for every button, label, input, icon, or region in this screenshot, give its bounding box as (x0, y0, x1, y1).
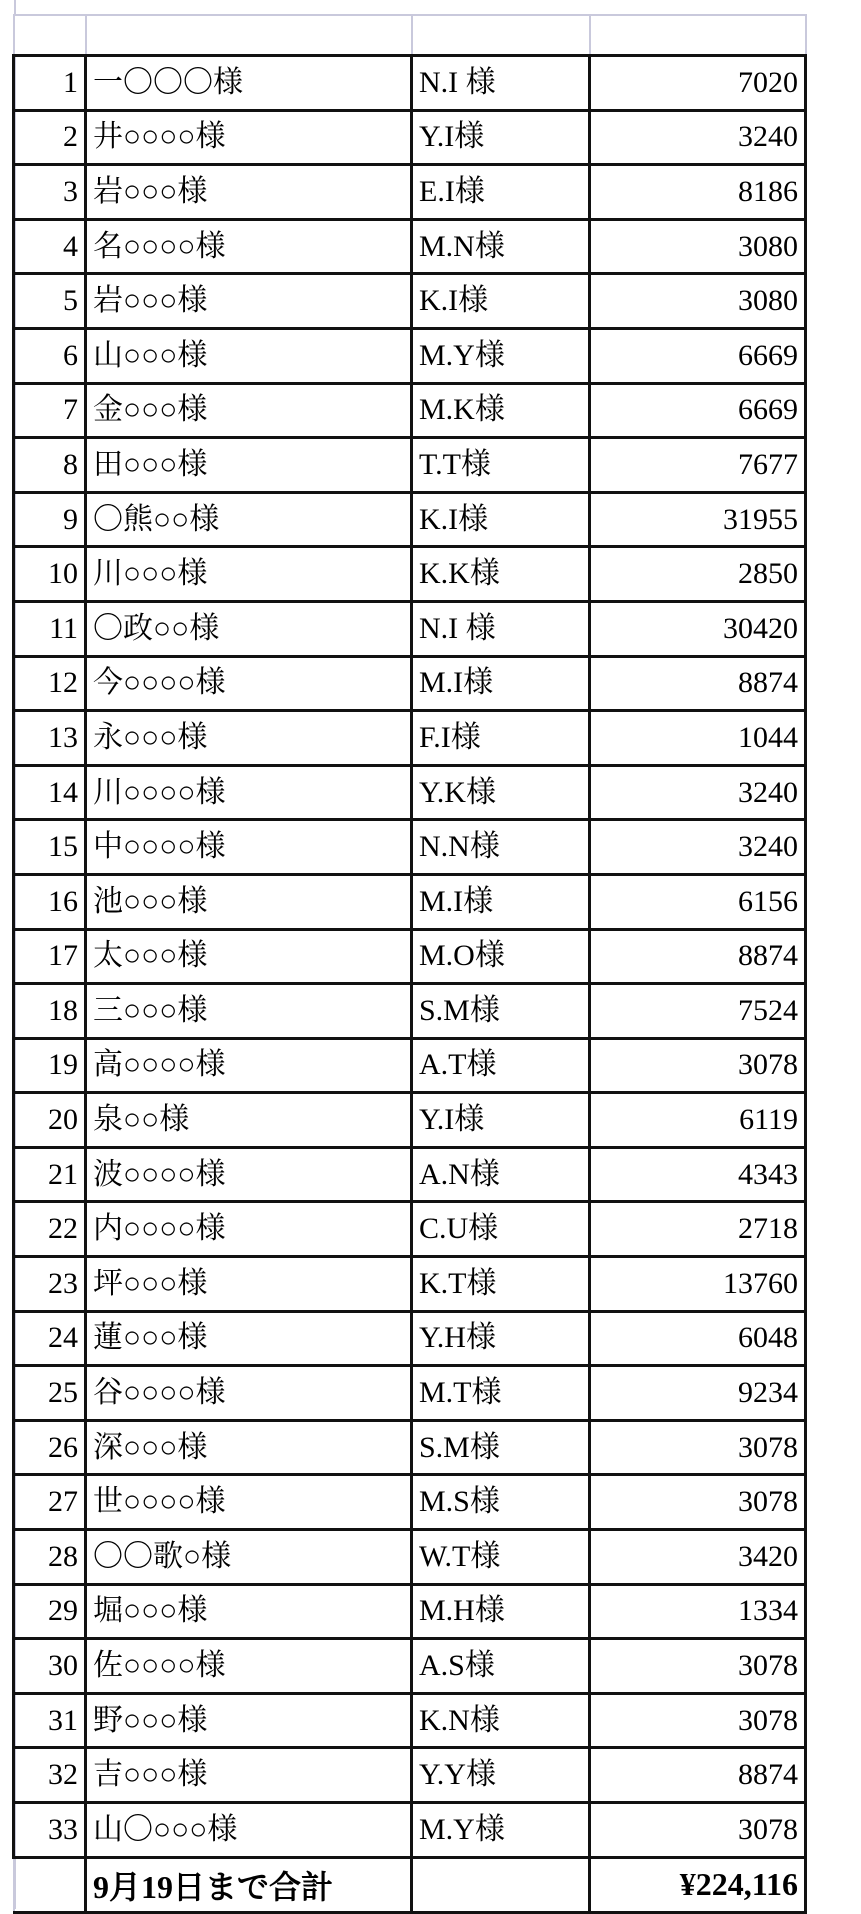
table-row (14, 1639, 806, 1694)
amount-cell[interactable]: 6156 (590, 874, 806, 929)
amount-cell[interactable]: 7524 (590, 984, 806, 1039)
row-number-cell[interactable]: 12 (14, 656, 86, 711)
name-cell[interactable]: 金○○○様 (86, 383, 412, 438)
initials-cell[interactable]: M.H様 (412, 1584, 590, 1639)
row-number-cell[interactable]: 19 (14, 1038, 86, 1093)
initials-cell[interactable]: S.M様 (412, 1420, 590, 1475)
row-number-cell[interactable]: 16 (14, 874, 86, 929)
name-cell[interactable]: 田○○○様 (86, 438, 412, 493)
table-row (14, 328, 806, 383)
amount-cell[interactable]: 6669 (590, 383, 806, 438)
name-cell[interactable]: 〇〇歌○様 (86, 1530, 412, 1585)
initials-cell[interactable]: K.K様 (412, 547, 590, 602)
row-number-cell[interactable]: 28 (14, 1530, 86, 1585)
row-number-cell[interactable]: 24 (14, 1311, 86, 1366)
table-row (14, 547, 806, 602)
amount-cell[interactable]: 3078 (590, 1038, 806, 1093)
amount-cell[interactable]: 8874 (590, 929, 806, 984)
amount-cell[interactable]: 6048 (590, 1311, 806, 1366)
amount-cell[interactable]: 6669 (590, 328, 806, 383)
amount-cell[interactable]: 6119 (590, 1093, 806, 1148)
amount-cell[interactable]: 8186 (590, 165, 806, 220)
initials-cell[interactable]: M.Y様 (412, 1803, 590, 1858)
row-number-cell[interactable]: 5 (14, 274, 86, 329)
name-cell[interactable]: 谷○○○○様 (86, 1366, 412, 1421)
name-cell[interactable]: 蓮○○○様 (86, 1311, 412, 1366)
initials-cell[interactable]: M.I様 (412, 656, 590, 711)
table-row (14, 492, 806, 547)
initials-cell[interactable]: T.T様 (412, 438, 590, 493)
name-cell[interactable]: 佐○○○○様 (86, 1639, 412, 1694)
amount-cell[interactable]: 7020 (590, 56, 806, 111)
total-row (14, 1857, 806, 1912)
initials-cell[interactable]: Y.Y様 (412, 1748, 590, 1803)
initials-cell[interactable]: Y.K様 (412, 765, 590, 820)
initials-cell[interactable]: S.M様 (412, 984, 590, 1039)
row-number-cell[interactable]: 15 (14, 820, 86, 875)
table-row (14, 1311, 806, 1366)
amount-cell[interactable]: 3240 (590, 110, 806, 165)
row-number-cell[interactable]: 3 (14, 165, 86, 220)
amount-cell[interactable]: 8874 (590, 656, 806, 711)
table-row (14, 874, 806, 929)
initials-cell[interactable]: K.T様 (412, 1257, 590, 1312)
row-number-cell[interactable]: 23 (14, 1257, 86, 1312)
table-row (14, 1530, 806, 1585)
name-cell[interactable]: 波○○○○様 (86, 1147, 412, 1202)
total-label[interactable]: 9月19日まで合計 (86, 1857, 412, 1912)
row-number-cell[interactable]: 32 (14, 1748, 86, 1803)
table-row (14, 1038, 806, 1093)
row-number-cell[interactable]: 9 (14, 492, 86, 547)
name-cell[interactable]: 〇熊○○様 (86, 492, 412, 547)
table-row (14, 984, 806, 1039)
table-row (14, 56, 806, 111)
table-row (14, 1147, 806, 1202)
donation-table (12, 14, 807, 1914)
initials-cell[interactable]: M.I様 (412, 874, 590, 929)
table-row (14, 711, 806, 766)
amount-cell[interactable]: 3078 (590, 1420, 806, 1475)
amount-cell[interactable]: 3240 (590, 820, 806, 875)
row-number-cell[interactable]: 22 (14, 1202, 86, 1257)
initials-cell[interactable]: A.S様 (412, 1639, 590, 1694)
name-cell[interactable]: 深○○○様 (86, 1420, 412, 1475)
row-number-cell[interactable]: 14 (14, 765, 86, 820)
name-cell[interactable]: 岩○○○様 (86, 165, 412, 220)
name-cell[interactable]: 高○○○○様 (86, 1038, 412, 1093)
amount-cell[interactable]: 9234 (590, 1366, 806, 1421)
amount-cell[interactable]: 3420 (590, 1530, 806, 1585)
header-cell-initials[interactable] (412, 15, 590, 56)
amount-cell[interactable]: 4343 (590, 1147, 806, 1202)
name-cell[interactable]: 堀○○○様 (86, 1584, 412, 1639)
initials-cell[interactable]: N.N様 (412, 820, 590, 875)
amount-cell[interactable]: 8874 (590, 1748, 806, 1803)
initials-cell[interactable]: M.T様 (412, 1366, 590, 1421)
row-number-cell[interactable]: 30 (14, 1639, 86, 1694)
name-cell[interactable]: 川○○○様 (86, 547, 412, 602)
table-row (14, 601, 806, 656)
table-row (14, 274, 806, 329)
name-cell[interactable]: 坪○○○様 (86, 1257, 412, 1312)
name-cell[interactable]: 太○○○様 (86, 929, 412, 984)
name-cell[interactable]: 吉○○○様 (86, 1748, 412, 1803)
row-number-cell[interactable]: 33 (14, 1803, 86, 1858)
table-row (14, 1475, 806, 1530)
amount-cell[interactable]: 30420 (590, 601, 806, 656)
row-number-cell[interactable]: 26 (14, 1420, 86, 1475)
initials-cell[interactable]: Y.I様 (412, 1093, 590, 1148)
table-body (14, 15, 806, 1857)
amount-cell[interactable]: 7677 (590, 438, 806, 493)
initials-cell[interactable]: K.I様 (412, 492, 590, 547)
name-cell[interactable]: 名○○○○様 (86, 219, 412, 274)
amount-cell[interactable]: 13760 (590, 1257, 806, 1312)
total-amount[interactable]: ¥224,116 (590, 1857, 806, 1912)
row-number-cell[interactable]: 4 (14, 219, 86, 274)
amount-cell[interactable]: 1334 (590, 1584, 806, 1639)
row-number-cell[interactable]: 2 (14, 110, 86, 165)
row-number-cell[interactable]: 20 (14, 1093, 86, 1148)
name-cell[interactable]: 世○○○○様 (86, 1475, 412, 1530)
initials-cell[interactable]: C.U様 (412, 1202, 590, 1257)
table-row (14, 1257, 806, 1312)
table-row (14, 219, 806, 274)
name-cell[interactable]: 山○○○様 (86, 328, 412, 383)
initials-cell[interactable]: N.I 様 (412, 56, 590, 111)
table-row (14, 1693, 806, 1748)
total-empty-cell[interactable] (14, 1857, 86, 1912)
initials-cell[interactable]: M.N様 (412, 219, 590, 274)
table-row (14, 656, 806, 711)
table-row (14, 1366, 806, 1421)
name-cell[interactable]: 今○○○○様 (86, 656, 412, 711)
amount-cell[interactable]: 3080 (590, 274, 806, 329)
amount-cell[interactable]: 3078 (590, 1693, 806, 1748)
name-cell[interactable]: 池○○○様 (86, 874, 412, 929)
initials-cell[interactable]: M.K様 (412, 383, 590, 438)
name-cell[interactable]: 川○○○○様 (86, 765, 412, 820)
header-cell-no[interactable] (14, 15, 86, 56)
amount-cell[interactable]: 3078 (590, 1639, 806, 1694)
row-number-cell[interactable]: 1 (14, 56, 86, 111)
initials-cell[interactable]: Y.H様 (412, 1311, 590, 1366)
header-cell-amount[interactable] (590, 15, 806, 56)
name-cell[interactable]: 泉○○様 (86, 1093, 412, 1148)
row-number-cell[interactable]: 17 (14, 929, 86, 984)
name-cell[interactable]: 永○○○様 (86, 711, 412, 766)
table-row (14, 438, 806, 493)
row-number-cell[interactable]: 29 (14, 1584, 86, 1639)
row-number-cell[interactable]: 11 (14, 601, 86, 656)
name-cell[interactable]: 井○○○○様 (86, 110, 412, 165)
amount-cell[interactable]: 3240 (590, 765, 806, 820)
name-cell[interactable]: 三○○○様 (86, 984, 412, 1039)
row-number-cell[interactable]: 7 (14, 383, 86, 438)
name-cell[interactable]: 野○○○様 (86, 1693, 412, 1748)
total-empty-cell-2[interactable] (412, 1857, 590, 1912)
table-row (14, 765, 806, 820)
amount-cell[interactable]: 2718 (590, 1202, 806, 1257)
name-cell[interactable]: 内○○○○様 (86, 1202, 412, 1257)
table-row (14, 1584, 806, 1639)
initials-cell[interactable]: W.T様 (412, 1530, 590, 1585)
initials-cell[interactable]: Y.I様 (412, 110, 590, 165)
row-number-cell[interactable]: 31 (14, 1693, 86, 1748)
initials-cell[interactable]: K.N様 (412, 1693, 590, 1748)
table-row (14, 1093, 806, 1148)
row-number-cell[interactable]: 8 (14, 438, 86, 493)
amount-cell[interactable]: 3078 (590, 1803, 806, 1858)
row-number-cell[interactable]: 21 (14, 1147, 86, 1202)
row-number-cell[interactable]: 6 (14, 328, 86, 383)
amount-cell[interactable]: 3080 (590, 219, 806, 274)
initials-cell[interactable]: M.O様 (412, 929, 590, 984)
table-row (14, 383, 806, 438)
amount-cell[interactable]: 2850 (590, 547, 806, 602)
table-row (14, 929, 806, 984)
table-row (14, 1748, 806, 1803)
table-row (14, 1803, 806, 1858)
table-row (14, 820, 806, 875)
row-number-cell[interactable]: 27 (14, 1475, 86, 1530)
name-cell[interactable]: 中○○○○様 (86, 820, 412, 875)
table-row (14, 165, 806, 220)
row-number-cell[interactable]: 13 (14, 711, 86, 766)
header-row (14, 15, 806, 56)
initials-cell[interactable]: E.I様 (412, 165, 590, 220)
amount-cell[interactable]: 31955 (590, 492, 806, 547)
initials-cell[interactable]: K.I様 (412, 274, 590, 329)
initials-cell[interactable]: A.N様 (412, 1147, 590, 1202)
name-cell[interactable]: 山〇○○○様 (86, 1803, 412, 1858)
amount-cell[interactable]: 1044 (590, 711, 806, 766)
initials-cell[interactable]: A.T様 (412, 1038, 590, 1093)
header-cell-name[interactable] (86, 15, 412, 56)
name-cell[interactable]: 一〇〇〇様 (86, 56, 412, 111)
initials-cell[interactable]: M.Y様 (412, 328, 590, 383)
table-row (14, 1202, 806, 1257)
initials-cell[interactable]: M.S様 (412, 1475, 590, 1530)
row-number-cell[interactable]: 10 (14, 547, 86, 602)
initials-cell[interactable]: F.I様 (412, 711, 590, 766)
initials-cell[interactable]: N.I 様 (412, 601, 590, 656)
table-row (14, 1420, 806, 1475)
name-cell[interactable]: 岩○○○様 (86, 274, 412, 329)
row-number-cell[interactable]: 18 (14, 984, 86, 1039)
row-number-cell[interactable]: 25 (14, 1366, 86, 1421)
amount-cell[interactable]: 3078 (590, 1475, 806, 1530)
table-row (14, 110, 806, 165)
name-cell[interactable]: 〇政○○様 (86, 601, 412, 656)
